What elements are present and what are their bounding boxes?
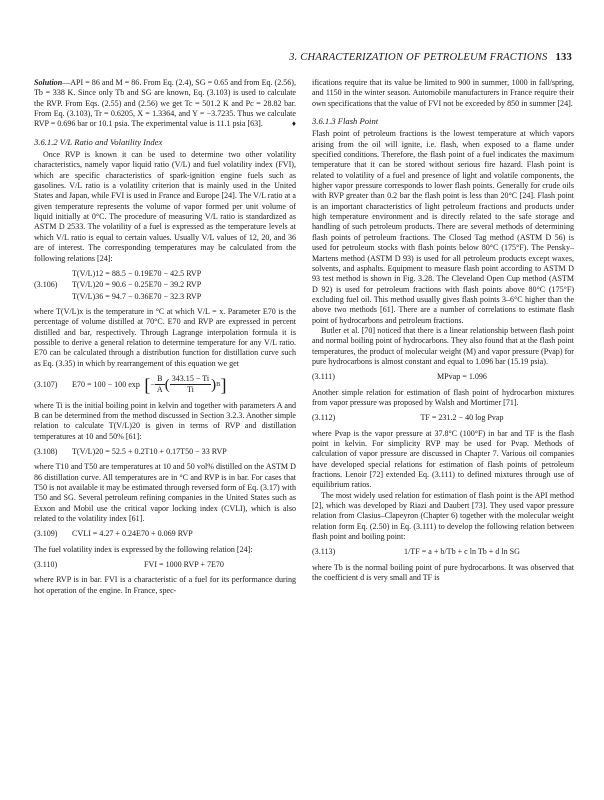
tombstone-icon: ♦ bbox=[291, 119, 296, 129]
equation-line: T(V/L)36 = 94.7 − 0.36E70 − 32.3 RVP bbox=[72, 291, 202, 301]
fraction: $\frac{B}{A}$ bbox=[156, 373, 163, 395]
equation-number: (3.112) bbox=[312, 413, 336, 423]
solution-text: —API = 86 and M = 86. From Eq. (2.4), SG = 0.65 and from Eq. (2.56), Tb = 338 K. Since only Tb and SG are known, Eq. (3.103) is used to calculate the RVP. From Eqs. (2.55) and (2.56) we get Tc = 501.2 K and Pc = 28.82 bar. From Eq. (3.103), Tr = 0.6205, X = 1.3364, and Y = −3.7235. Thus we calculate RVP = 0.696 bar or 10.1 psia. The experimental value is 11.1 psia [63]. bbox=[34, 78, 296, 129]
running-header bbox=[34, 52, 572, 63]
equation-number: (3.113) bbox=[312, 547, 336, 557]
paragraph: Another simple relation for estimation of flash point of hydrocarbon mixtures from vapor pressure was proposed by Walsh and Mortimer [71]. bbox=[312, 387, 574, 407]
paragraph: where T10 and T50 are temperatures at 10 and 50 vol% distilled on the ASTM D 86 distillation curve. All temperatures are in °C and RVP is in bar. For cases that T50 is not available it may be estimated through reversed form of Eq. (3.17) with T50 and SG. Several petroleum refining companies in the United States such as Exxon and Mobil use the critical vapor locking index (CVLI), which is also related to the volatility index [61]. bbox=[34, 462, 296, 524]
equation-3-110 bbox=[34, 560, 296, 570]
equation-body: 1/TF = a + b/Tb + c ln Tb + d ln SG bbox=[404, 547, 520, 557]
right-column bbox=[312, 78, 574, 583]
paragraph: where RVP is in bar. FVI is a characteristic of a fuel for its performance during hot operation of the engine. In France, spec- bbox=[34, 575, 296, 595]
section-heading-vl-ratio: 3.6.1.2 V/L Ratio and Volatility Index bbox=[34, 136, 163, 147]
equation-body: FVI = 1000 RVP + 7E70 bbox=[144, 560, 224, 570]
paragraph: Flash point of petroleum fractions is the lowest temperature at which vapors arising from the oil will ignite, i.e. flash, when exposed to a flame under specified conditions. Therefore, the flash point of a fuel indicates the maximum temperature that it can be stored without serious fire hazard. Flash point is related to volatility of a fuel and presence of light and volatile components, the higher vapor pressure corresponds to lower flash points. Generally for crude oils with RVP greater than 0.2 bar the flash point is less than 20°C [24]. Flash point is an important characteristics of light petroleum fractions and products under high temperature environment and is directly related to the safe storage and handling of such petroleum products. There are several methods of determining flash points of petroleum fractions. The Closed Tag method (ASTM D 56) is used for petroleum stocks with flash points below 80°C (175°F). The Pensky–Martens method (ASTM D 93) is used for all petroleum products except waxes, solvents, and asphalts. Equipment to measure flash point according to ASTM D 93 test method is shown in Fig. 3.28. The Cleveland Open Cup method (ASTM D 92) is used for petroleum fractions with flash points above 80°C (175°F) excluding fuel oil. This method usually gives flash points 3–6°C higher than the above two methods [61]. There are a number of correlations to estimate flash point of hydrocarbons and petroleum fractions. bbox=[312, 129, 574, 325]
equation-3-113 bbox=[312, 547, 574, 557]
paragraph: The fuel volatility index is expressed by the following relation [24]: bbox=[34, 544, 253, 554]
equation-3-106 bbox=[34, 269, 296, 302]
equation-body: TF = 231.2 − 40 log Pvap bbox=[420, 413, 504, 423]
solution-paragraph bbox=[34, 78, 296, 130]
equation-3-112 bbox=[312, 413, 574, 423]
page-number: 133 bbox=[555, 52, 572, 63]
paragraph: Butler et al. [70] noticed that there is a linear relationship between flash point and normal boiling point of hydrocarbons. They also found that at the flash point temperatures, the product of molecular weight (M) and vapor pressure (Pvap) for pure hydrocarbons is almost constant and equal to 1.096 bar (15.19 psia). bbox=[312, 325, 574, 366]
running-title: 3. CHARACTERIZATION OF PETROLEUM FRACTIONS bbox=[289, 52, 548, 63]
solution-label: Solution bbox=[34, 78, 63, 87]
equation-number: (3.106) bbox=[34, 280, 58, 290]
equation-3-108 bbox=[34, 447, 296, 457]
fraction: $\frac{343.15 - Ti}{Ti}$ bbox=[171, 373, 210, 395]
paragraph: ifications require that its value be limited to 900 in summer, 1000 in fall/spring, and 1150 in the winter season. Automobile manufacturers in France require their own specifications that the value of FVI not be exceeded by 850 in summer [24]. bbox=[312, 78, 574, 108]
equation-body: CVLI = 4.27 + 0.24E70 + 0.069 RVP bbox=[72, 529, 193, 539]
equation-3-109 bbox=[34, 529, 296, 539]
equation-number: (3.107) bbox=[34, 379, 58, 389]
paragraph: where T(V/L)x is the temperature in °C at which V/L = x. Parameter E70 is the percentage of volume distilled at 70°C. E70 and RVP are expressed in percent distilled and bar, respectively. Through Lagrange interpolation formula it is possible to derive a general relation to determine temperature for any V/L ratio. E70 can be calculated through a distribution function for distillation curve such as Eq. (3.35) in which by rearrangement of this equation we get bbox=[34, 306, 296, 368]
equation-body: MPvap = 1.096 bbox=[437, 372, 487, 382]
equation-line: T(V/L)12 = 88.5 − 0.19E70 − 42.5 RVP bbox=[72, 268, 202, 278]
equation-3-111 bbox=[312, 372, 574, 382]
equation-number: (3.108) bbox=[34, 447, 58, 456]
paragraph: where Pvap is the vapor pressure at 37.8°C (100°F) in bar and TF is the flash point in kelvin. For simplicity RVP may be used for Pvap. Methods of calculation of vapor pressure are discussed in Chapter 7. Various oil companies have developed special relations for estimation of flash points of petroleum fractions. Lenoir [72] extended Eq. (3.111) to defined mixtures through use of equilibrium ratios. bbox=[312, 428, 574, 490]
section-heading-flash-point: 3.6.1.3 Flash Point bbox=[312, 116, 379, 127]
equation-number: (3.111) bbox=[312, 372, 335, 382]
paragraph: Once RVP is known it can be used to determine two other volatility characteristics, namely vapor liquid ratio (V/L) and fuel volatility index (FVI), which are specific characteristics of spark-ignition engine fuels such as gasolines. V/L ratio is a volatility criterion that is mainly used in the United States and Japan, while FVI is used in France and Europe [24]. The V/L ratio at a given temperature represents the volume of vapor formed per unit volume of liquid initially at 0°C. The procedure of measuring V/L ratio is standardized as ASTM D 2533. The volatility of a fuel is expressed as the temperature levels at which V/L ratio is equal to certain values. Usually V/L values of 12, 20, and 36 are of interest. The corresponding temperatures may be calculated from the following relations [24]: bbox=[34, 150, 296, 263]
paragraph: where Ti is the initial boiling point in kelvin and together with parameters A and B can be determined from the method discussed in Section 3.2.3. Another simple relation to calculate T(V/L)20 is given in terms of RVP and distillation temperatures at 10 and 50% [61]: bbox=[34, 400, 296, 441]
equation-line: T(V/L)20 = 90.6 − 0.25E70 − 39.2 RVP bbox=[72, 280, 202, 290]
paragraph: where Tb is the normal boiling point of pure hydrocarbons. It was observed that the coefficient d is very small and TF is bbox=[312, 562, 574, 583]
exponent: B bbox=[216, 380, 221, 388]
paragraph: The most widely used relation for estimation of flash point is the API method [2], which was developed by Riazi and Daubert [73]. They used vapor pressure relation from Clasius–Clapeyron (Chapter 6) together with the molecular weight relation form Eq. (2.50) in Eq. (3.111) to develop the following relation between flash point and boiling point: bbox=[312, 490, 574, 542]
equation-number: (3.109) bbox=[34, 529, 58, 539]
equation-3-107: (3.107) E70 = 100 − 100 exp [ − $\frac{B}{A}$ ( $\frac{343.15 - Ti}{Ti}$ ) B ] bbox=[34, 373, 227, 395]
equation-number: (3.110) bbox=[34, 560, 58, 570]
equation-body: T(V/L)20 = 52.5 + 0.2T10 + 0.17T50 − 33 RVP bbox=[72, 447, 227, 456]
equation-lhs: E70 = 100 − 100 exp bbox=[72, 379, 140, 389]
left-column bbox=[34, 78, 296, 596]
